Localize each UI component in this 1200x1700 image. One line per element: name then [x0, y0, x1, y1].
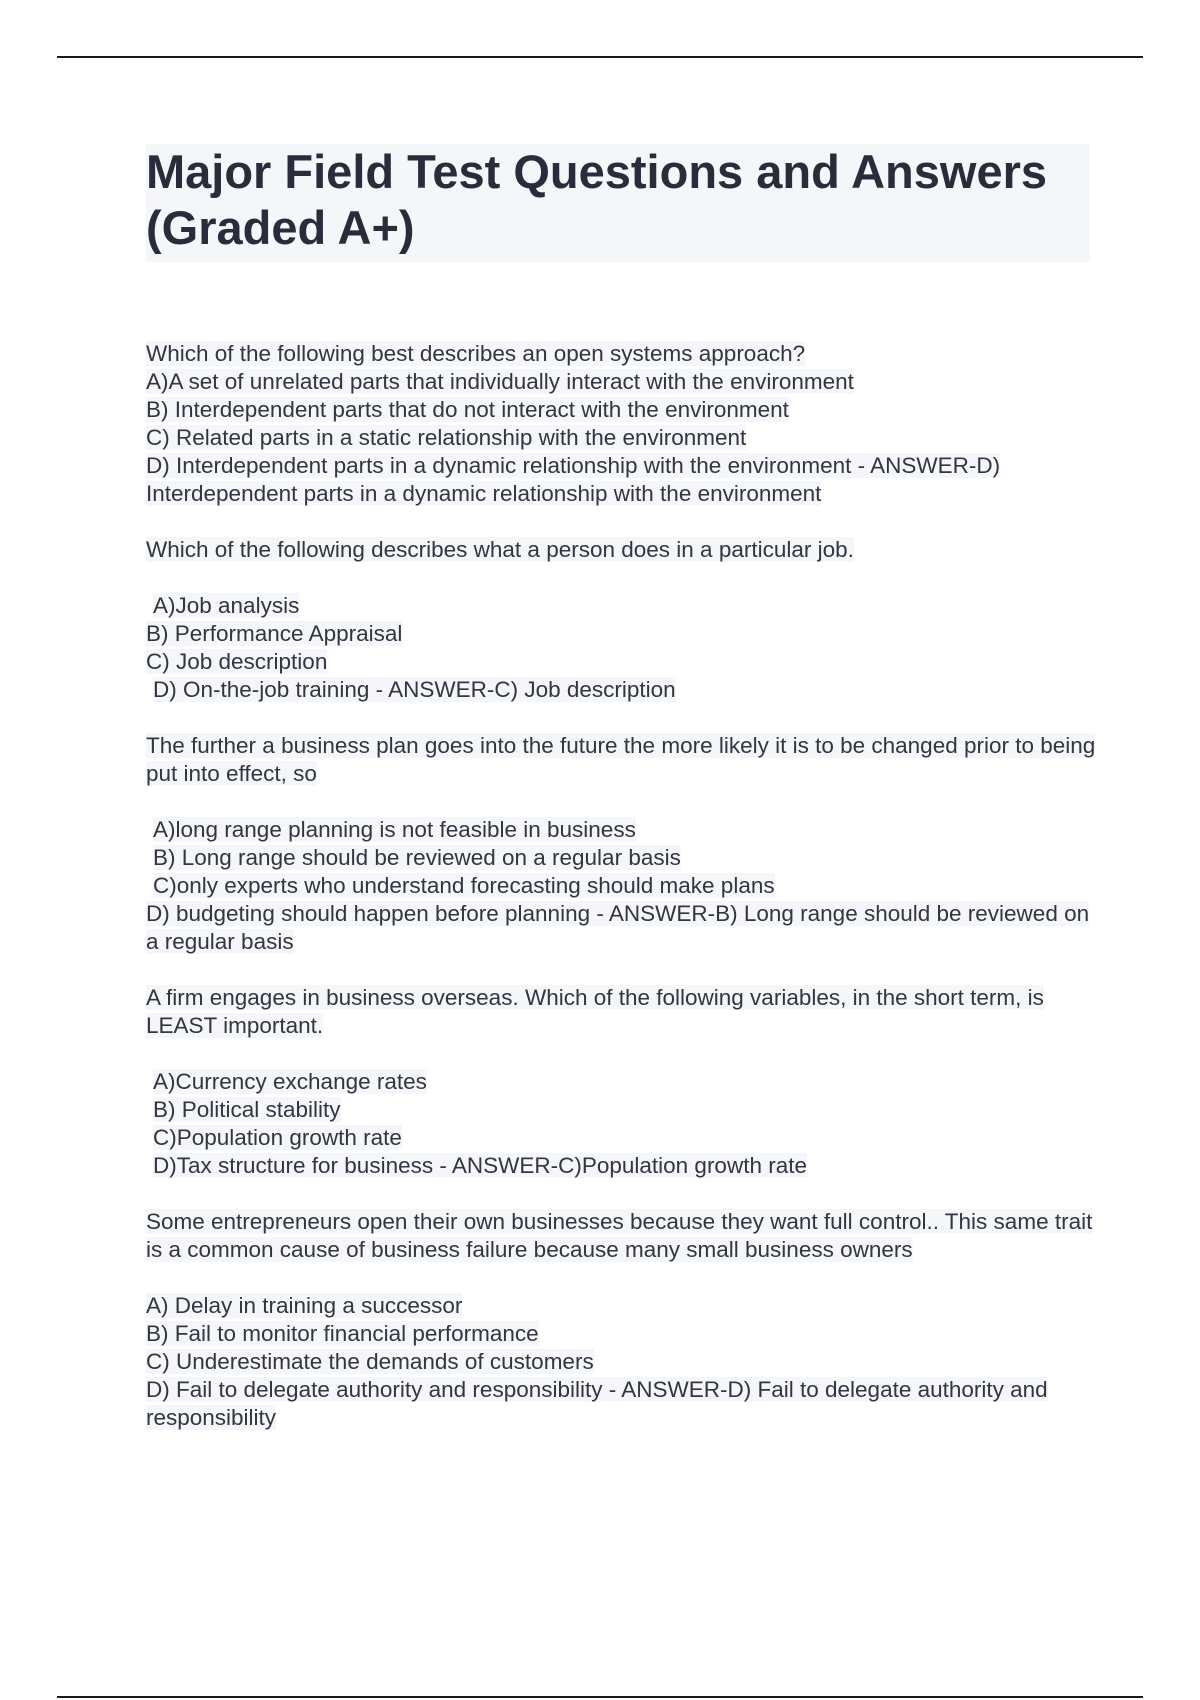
header-rule	[57, 56, 1143, 58]
option-d-with-answer: D)Tax structure for business - ANSWER-C)Population growth rate	[153, 1153, 807, 1178]
option-a: A)Currency exchange rates	[153, 1069, 427, 1094]
document-body	[146, 340, 1096, 1460]
question-text: The further a business plan goes into the future the more likely it is to be changed prior to being put into effect, so	[146, 733, 1096, 786]
option-d-with-answer: D) Fail to delegate authority and responsibility - ANSWER-D) Fail to delegate authority and responsibility	[146, 1377, 1048, 1430]
option-b: B) Long range should be reviewed on a regular basis	[153, 845, 681, 870]
option-c: C) Underestimate the demands of customers	[146, 1349, 594, 1374]
answer-options	[146, 1068, 1096, 1180]
question-block	[146, 984, 1096, 1180]
question-text: Some entrepreneurs open their own businesses because they want full control.. This same trait is a common cause of business failure because many small business owners	[146, 1209, 1093, 1262]
option-c: C) Job description	[146, 649, 328, 674]
option-b: B) Fail to monitor financial performance	[146, 1321, 539, 1346]
page-title: Major Field Test Questions and Answers (Graded A+)	[146, 144, 1090, 262]
option-a: A) Delay in training a successor	[146, 1293, 463, 1318]
option-b: B) Performance Appraisal	[146, 621, 403, 646]
option-c: C) Related parts in a static relationship with the environment	[146, 425, 747, 450]
answer-options	[146, 816, 1096, 956]
question-block	[146, 340, 1096, 508]
footer-rule	[57, 1696, 1143, 1698]
option-c: C)Population growth rate	[153, 1125, 402, 1150]
answer-options	[146, 1292, 1096, 1432]
answer-options	[146, 368, 1096, 508]
question-text: A firm engages in business overseas. Which of the following variables, in the short term, is LEAST important.	[146, 985, 1044, 1038]
question-block	[146, 732, 1096, 956]
question-text: Which of the following describes what a person does in a particular job.	[146, 537, 854, 562]
answer-options	[146, 592, 1096, 704]
question-text: Which of the following best describes an open systems approach?	[146, 341, 806, 366]
option-a: A)Job analysis	[153, 593, 300, 618]
option-d-with-answer: D) On-the-job training - ANSWER-C) Job description	[153, 677, 676, 702]
option-c: C)only experts who understand forecasting should make plans	[153, 873, 775, 898]
question-block	[146, 1208, 1096, 1432]
option-a: A)A set of unrelated parts that individually interact with the environment	[146, 369, 854, 394]
option-d-with-answer: D) Interdependent parts in a dynamic relationship with the environment - ANSWER-D) Interdependent parts in a dynamic relationship with the environment	[146, 453, 1001, 506]
option-a: A)long range planning is not feasible in business	[153, 817, 636, 842]
option-b: B) Interdependent parts that do not interact with the environment	[146, 397, 789, 422]
question-block	[146, 536, 1096, 704]
option-b: B) Political stability	[153, 1097, 341, 1122]
option-d-with-answer: D) budgeting should happen before planning - ANSWER-B) Long range should be reviewed on a regular basis	[146, 901, 1090, 954]
